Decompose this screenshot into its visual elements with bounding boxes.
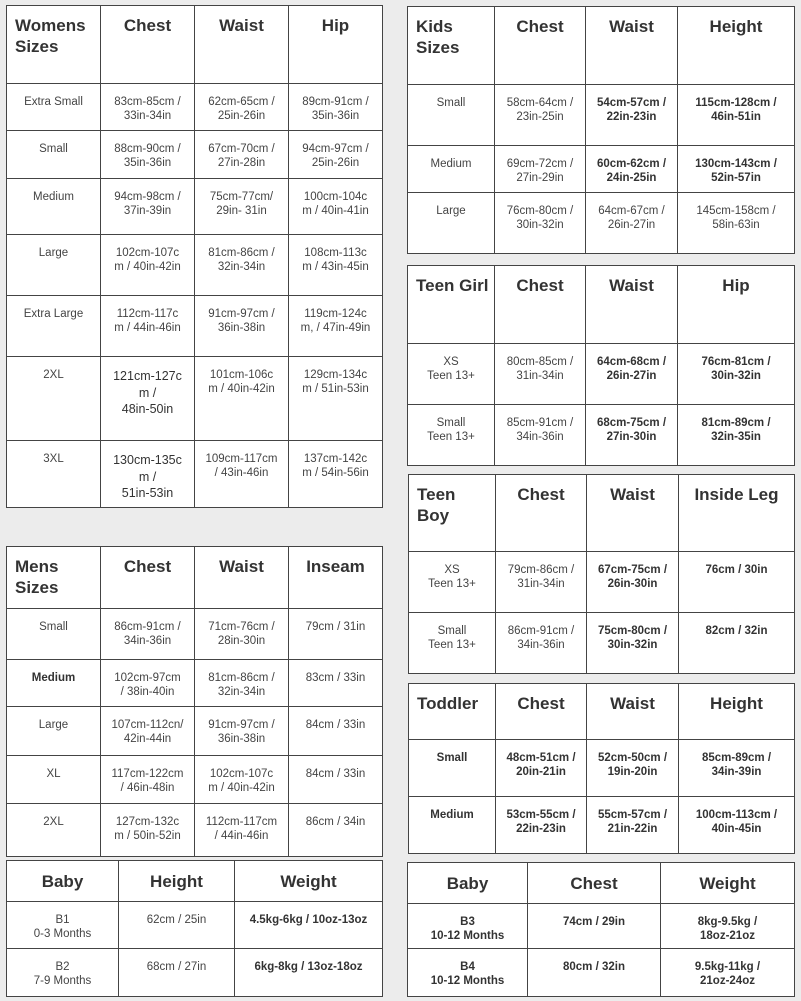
table-cell: 4.5kg-6kg / 10oz-13oz (235, 902, 383, 949)
mens-size-table (6, 546, 383, 857)
table-cell: 112cm-117cm / 44in-46in (195, 804, 289, 857)
column-header: Waist (587, 684, 679, 740)
column-header: Waist (195, 547, 289, 609)
table-cell: 85cm-89cm / 34in-39in (679, 740, 795, 797)
table-cell: 108cm-113c m / 43in-45in (289, 235, 383, 296)
column-header: Weight (661, 863, 795, 904)
table-cell: 137cm-142c m / 54in-56in (289, 441, 383, 508)
table-cell: 101cm-106c m / 40in-42in (195, 357, 289, 441)
table-cell: 86cm-91cm / 34in-36in (101, 609, 195, 660)
table-cell: 68cm / 27in (119, 949, 235, 997)
table-cell: 69cm-72cm / 27in-29in (495, 146, 586, 193)
table-cell: 121cm-127c m / 48in-50in (101, 357, 195, 441)
column-header: Weight (235, 861, 383, 902)
size-label: B2 7-9 Months (7, 949, 119, 997)
table-cell: 145cm-158cm / 58in-63in (678, 193, 795, 254)
size-label: Small (7, 609, 101, 660)
table-cell: 55cm-57cm / 21in-22in (587, 797, 679, 854)
table-cell: 6kg-8kg / 13oz-18oz (235, 949, 383, 997)
size-label: Medium (409, 797, 496, 854)
column-header: Waist (586, 266, 678, 344)
table-cell: 81cm-89cm / 32in-35in (678, 405, 795, 466)
column-header: Hip (289, 6, 383, 84)
teen-boy-size-table (408, 474, 795, 674)
table-title: Mens Sizes (7, 547, 101, 609)
column-header: Waist (195, 6, 289, 84)
size-label: Small Teen 13+ (408, 405, 495, 466)
table-cell: 91cm-97cm / 36in-38in (195, 707, 289, 756)
size-label: Medium (7, 179, 101, 235)
table-cell: 52cm-50cm / 19in-20in (587, 740, 679, 797)
table-title: Womens Sizes (7, 6, 101, 84)
size-label: XS Teen 13+ (409, 552, 496, 613)
table-cell: 119cm-124c m, / 47in-49in (289, 296, 383, 357)
table-cell: 9.5kg-11kg / 21oz-24oz (661, 949, 795, 997)
table-title: Toddler (409, 684, 496, 740)
size-label: Extra Small (7, 84, 101, 131)
table-cell: 81cm-86cm / 32in-34in (195, 660, 289, 707)
size-label: XS Teen 13+ (408, 344, 495, 405)
table-cell: 53cm-55cm / 22in-23in (496, 797, 587, 854)
table-cell: 71cm-76cm / 28in-30in (195, 609, 289, 660)
column-header: Chest (495, 7, 586, 85)
table-cell: 79cm / 31in (289, 609, 383, 660)
table-cell: 84cm / 33in (289, 707, 383, 756)
column-header: Chest (528, 863, 661, 904)
baby-size-table-1 (6, 860, 383, 997)
table-cell: 75cm-80cm / 30in-32in (587, 613, 679, 674)
column-header: Height (678, 7, 795, 85)
table-cell: 94cm-97cm / 25in-26in (289, 131, 383, 179)
table-cell: 102cm-107c m / 40in-42in (101, 235, 195, 296)
table-cell: 81cm-86cm / 32in-34in (195, 235, 289, 296)
size-label: B1 0-3 Months (7, 902, 119, 949)
table-cell: 100cm-104c m / 40in-41in (289, 179, 383, 235)
toddler-size-table (408, 683, 795, 854)
table-cell: 76cm-80cm / 30in-32in (495, 193, 586, 254)
table-cell: 68cm-75cm / 27in-30in (586, 405, 678, 466)
column-header: Chest (495, 266, 586, 344)
size-label: B3 10-12 Months (408, 904, 528, 949)
table-cell: 76cm / 30in (679, 552, 795, 613)
column-header: Chest (496, 684, 587, 740)
table-cell: 8kg-9.5kg / 18oz-21oz (661, 904, 795, 949)
size-label: XL (7, 756, 101, 804)
size-label: 3XL (7, 441, 101, 508)
column-header: Height (119, 861, 235, 902)
table-cell: 83cm-85cm / 33in-34in (101, 84, 195, 131)
table-cell: 83cm / 33in (289, 660, 383, 707)
size-label: Small (7, 131, 101, 179)
table-cell: 67cm-70cm / 27in-28in (195, 131, 289, 179)
table-cell: 67cm-75cm / 26in-30in (587, 552, 679, 613)
column-header: Baby (7, 861, 119, 902)
table-cell: 64cm-67cm / 26in-27in (586, 193, 678, 254)
table-cell: 80cm-85cm / 31in-34in (495, 344, 586, 405)
table-cell: 75cm-77cm/ 29in- 31in (195, 179, 289, 235)
table-cell: 86cm-91cm / 34in-36in (496, 613, 587, 674)
table-cell: 80cm / 32in (528, 949, 661, 997)
column-header: Chest (101, 6, 195, 84)
size-label: Small (409, 740, 496, 797)
table-cell: 79cm-86cm / 31in-34in (496, 552, 587, 613)
column-header: Waist (586, 7, 678, 85)
table-cell: 102cm-97cm / 38in-40in (101, 660, 195, 707)
table-cell: 107cm-112cn/ 42in-44in (101, 707, 195, 756)
table-cell: 127cm-132c m / 50in-52in (101, 804, 195, 857)
table-cell: 76cm-81cm / 30in-32in (678, 344, 795, 405)
table-title: Teen Boy (409, 475, 496, 552)
column-header: Hip (678, 266, 795, 344)
size-label: Small (408, 85, 495, 146)
table-cell: 102cm-107c m / 40in-42in (195, 756, 289, 804)
size-label: Large (7, 707, 101, 756)
table-cell: 89cm-91cm / 35in-36in (289, 84, 383, 131)
table-cell: 117cm-122cm / 46in-48in (101, 756, 195, 804)
column-header: Chest (101, 547, 195, 609)
table-cell: 130cm-135c m / 51in-53in (101, 441, 195, 508)
table-cell: 60cm-62cm / 24in-25in (586, 146, 678, 193)
size-label: Medium (7, 660, 101, 707)
table-cell: 115cm-128cm / 46in-51in (678, 85, 795, 146)
table-title: Teen Girl (408, 266, 495, 344)
size-label: 2XL (7, 357, 101, 441)
table-cell: 64cm-68cm / 26in-27in (586, 344, 678, 405)
size-label: B4 10-12 Months (408, 949, 528, 997)
table-cell: 62cm-65cm / 25in-26in (195, 84, 289, 131)
table-cell: 85cm-91cm / 34in-36in (495, 405, 586, 466)
womens-size-table (6, 5, 383, 508)
size-label: Small Teen 13+ (409, 613, 496, 674)
teen-girl-size-table (407, 265, 795, 466)
baby-size-table-2 (407, 862, 795, 997)
kids-size-table (407, 6, 795, 254)
table-cell: 100cm-113cm / 40in-45in (679, 797, 795, 854)
column-header: Inseam (289, 547, 383, 609)
column-header: Baby (408, 863, 528, 904)
table-cell: 112cm-117c m / 44in-46in (101, 296, 195, 357)
table-cell: 48cm-51cm / 20in-21in (496, 740, 587, 797)
table-cell: 91cm-97cm / 36in-38in (195, 296, 289, 357)
table-cell: 58cm-64cm / 23in-25in (495, 85, 586, 146)
table-cell: 62cm / 25in (119, 902, 235, 949)
table-cell: 54cm-57cm / 22in-23in (586, 85, 678, 146)
table-cell: 82cm / 32in (679, 613, 795, 674)
table-cell: 109cm-117cm / 43in-46in (195, 441, 289, 508)
table-cell: 129cm-134c m / 51in-53in (289, 357, 383, 441)
column-header: Chest (496, 475, 587, 552)
size-label: Medium (408, 146, 495, 193)
column-header: Inside Leg (679, 475, 795, 552)
table-cell: 88cm-90cm / 35in-36in (101, 131, 195, 179)
table-cell: 94cm-98cm / 37in-39in (101, 179, 195, 235)
table-cell: 84cm / 33in (289, 756, 383, 804)
table-cell: 74cm / 29in (528, 904, 661, 949)
column-header: Height (679, 684, 795, 740)
table-title: Kids Sizes (408, 7, 495, 85)
column-header: Waist (587, 475, 679, 552)
size-label: Large (408, 193, 495, 254)
table-cell: 130cm-143cm / 52in-57in (678, 146, 795, 193)
table-cell: 86cm / 34in (289, 804, 383, 857)
size-label: 2XL (7, 804, 101, 857)
size-label: Extra Large (7, 296, 101, 357)
size-label: Large (7, 235, 101, 296)
